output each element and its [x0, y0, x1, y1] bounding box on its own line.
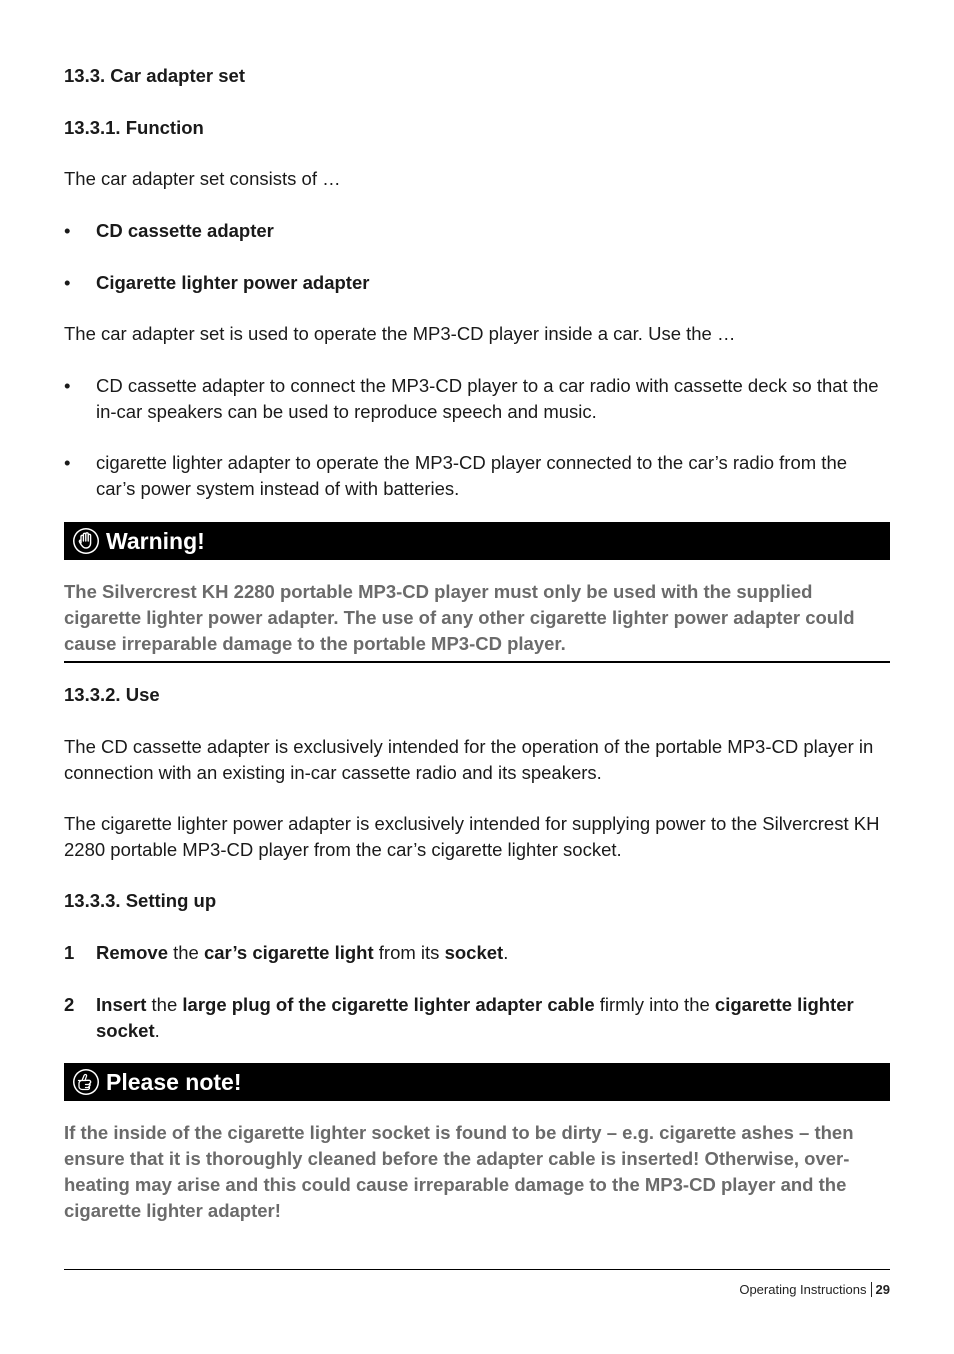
warning-text: The Silvercrest KH 2280 portable MP3-CD player must only be used with the supplied cigarette lighter power adapter. The use of any other cigarette lighter power adapter could cause irreparable damage to the portable MP3-CD player.: [64, 581, 855, 654]
section-heading: 13.3. Car adapter set: [64, 65, 245, 86]
list-item-text: cigarette lighter adapter to operate the MP3-CD player connected to the car’s radio from the car’s power system instead of with batteries.: [96, 452, 848, 499]
note-banner: [64, 1063, 890, 1101]
bullet-icon: •: [64, 220, 71, 241]
list-item-text: CD cassette adapter: [96, 220, 274, 241]
note-text: If the inside of the cigarette lighter socket is found to be dirty – e.g. cigarette ashes – then ensure that it is thoroughly cleaned before the adapter cable is inserted! Otherwise, over-heating may arise and this could cause irreparable damage to the MP3-CD player and the cigarette lighter adapter!: [64, 1122, 854, 1221]
page-number: 29: [875, 1282, 890, 1297]
step-item: [64, 992, 890, 1044]
bullet-icon: •: [64, 272, 71, 293]
list-item: [64, 450, 890, 502]
paragraph: The CD cassette adapter is exclusively intended for the operation of the portable MP3-CD player in connection with an existing in-car cassette radio and its speakers.: [64, 736, 874, 783]
subsection-heading: 13.3.2. Use: [64, 684, 160, 705]
footer-label: Operating Instructions: [739, 1282, 867, 1297]
page-footer: [739, 1280, 890, 1300]
list-item-text: CD cassette adapter to connect the MP3-CD player to a car radio with cassette deck so that the in-car speakers can be used to reproduce speech and music.: [96, 375, 879, 422]
step-text: Insert the large plug of the cigarette lighter adapter cable firmly into the cigarette lighter socket.: [96, 994, 854, 1041]
footer-divider: [64, 1269, 890, 1270]
list-item: [64, 270, 890, 296]
pointing-hand-icon: [72, 1068, 100, 1096]
list-item-text: Cigarette lighter power adapter: [96, 272, 370, 293]
step-number: 1: [64, 942, 75, 963]
paragraph: The car adapter set is used to operate the MP3-CD player inside a car. Use the …: [64, 323, 736, 344]
step-item: [64, 940, 890, 966]
divider: [64, 661, 890, 663]
bullet-icon: •: [64, 375, 71, 396]
paragraph: The cigarette lighter power adapter is exclusively intended for supplying power to the Silvercrest KH 2280 portable MP3-CD player from the car’s cigarette lighter socket.: [64, 813, 880, 860]
bullet-icon: •: [64, 452, 71, 473]
list-item: [64, 218, 890, 244]
step-text: Remove the car’s cigarette light from its socket.: [96, 942, 509, 963]
footer-separator: [871, 1282, 872, 1297]
paragraph: The car adapter set consists of …: [64, 168, 341, 189]
step-number: 2: [64, 994, 75, 1015]
list-item: [64, 373, 890, 425]
warning-banner: [64, 522, 890, 560]
subsection-heading: 13.3.3. Setting up: [64, 890, 217, 911]
warning-title: Warning!: [106, 528, 205, 554]
subsection-heading: 13.3.1. Function: [64, 117, 204, 138]
hand-stop-icon: [72, 527, 100, 555]
note-title: Please note!: [106, 1069, 242, 1095]
